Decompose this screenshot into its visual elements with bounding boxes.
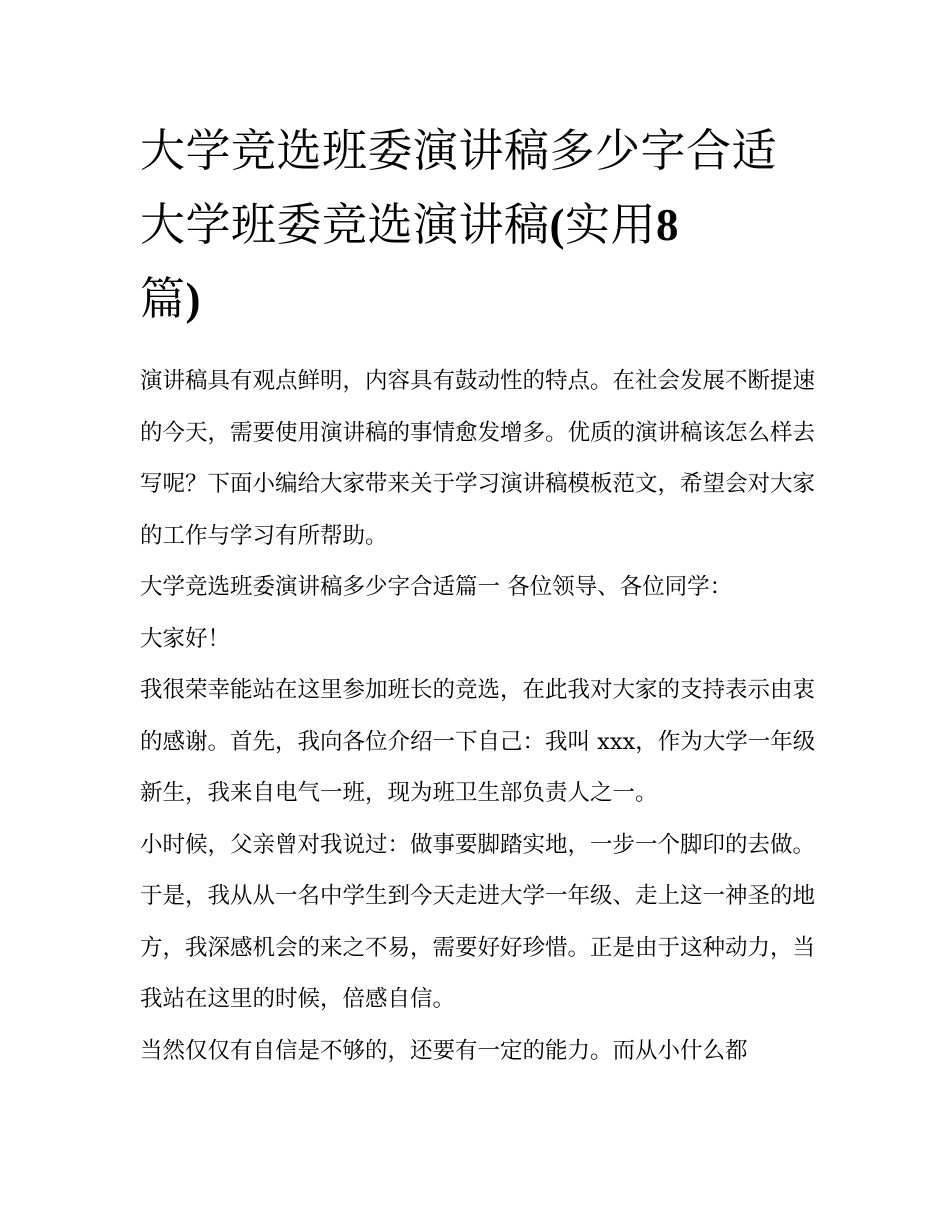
title-text-part-1: 大学竞选班委演讲稿多少字合适 大学班委竞选演讲稿: [140, 124, 778, 251]
title-text-part-2: 实用: [565, 198, 657, 251]
paragraph-ability: 当然仅仅有自信是不够的，还要有一定的能力。而从小什么都: [140, 1037, 748, 1064]
document-body: [140, 356, 820, 1077]
title-text-part-3: 篇: [140, 272, 186, 325]
paragraph-self-introduction: 我很荣幸能站在这里参加班长的竞选，在此我对大家的支持表示由衷的感谢。首先，我向各位介绍一下自己：我叫 xxx，作为大学一年级新生，我来自电气一班，现为班卫生部负责人之一。: [140, 677, 816, 806]
paragraph-childhood: 小时候，父亲曾对我说过：做事要脚踏实地，一步一个脚印的去做。于是，我从从一名中学生到今天走进大学一年级、走上这一神圣的地方，我深感机会的来之不易，需要好好珍惜。正是由于这种动力，当我站在这里的时候，倍感自信。: [140, 831, 816, 1012]
title-close-paren: ): [185, 274, 202, 324]
paragraph-intro: 演讲稿具有观点鲜明，内容具有鼓动性的特点。在社会发展不断提速的今天，需要使用演讲稿的事情愈发增多。优质的演讲稿该怎么样去写呢？下面小编给大家带来关于学习演讲稿模板范文，希望会对大家的工作与学习有所帮助。: [140, 368, 816, 549]
paragraph-greeting: 大家好！: [140, 625, 231, 652]
paragraph-section-heading: 大学竞选班委演讲稿多少字合适篇一 各位领导、各位同学：: [140, 574, 733, 600]
title-number: 8: [656, 200, 680, 250]
document-title: [140, 114, 820, 336]
title-open-paren: (: [549, 200, 566, 250]
